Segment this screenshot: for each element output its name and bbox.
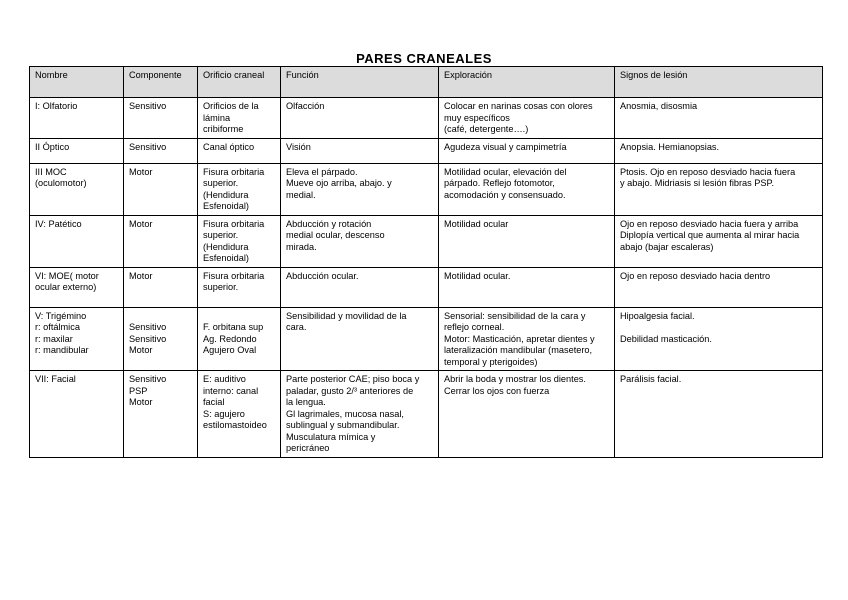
cell-exploracion: Agudeza visual y campimetría: [439, 138, 615, 163]
table-row: [30, 138, 823, 163]
table-row: [30, 267, 823, 307]
cell-signos: Hipoalgesia facial. Debilidad masticación.: [615, 307, 823, 371]
cell-exploracion: Sensorial: sensibilidad de la cara y reflejo corneal. Motor: Masticación, apretar dientes y lateralización mandibular (masetero, temporal y pterigoides): [439, 307, 615, 371]
table-row: [30, 371, 823, 458]
cell-orificio: Fisura orbitaria superior. (Hendidura Esfenoidal): [198, 163, 281, 215]
cell-nombre: II Óptico: [30, 138, 124, 163]
cell-funcion: Olfacción: [281, 98, 439, 139]
table-row: [30, 98, 823, 139]
page-title: PARES CRANEALES: [356, 51, 492, 66]
table-row: [30, 163, 823, 215]
cell-funcion: Abducción ocular.: [281, 267, 439, 307]
cell-componente: Sensitivo PSP Motor: [124, 371, 198, 458]
cell-funcion: Eleva el párpado. Mueve ojo arriba, abajo. y medial.: [281, 163, 439, 215]
cell-nombre: VII: Facial: [30, 371, 124, 458]
cranial-nerves-table: [29, 66, 823, 458]
cell-orificio: Canal óptico: [198, 138, 281, 163]
cell-signos: Parálisis facial.: [615, 371, 823, 458]
cell-exploracion: Motilidad ocular: [439, 215, 615, 267]
cell-orificio: F. orbitana sup Ag. Redondo Agujero Oval: [198, 307, 281, 371]
cell-componente: Motor: [124, 163, 198, 215]
table-header-row: [30, 67, 823, 98]
cell-nombre: VI: MOE( motor ocular externo): [30, 267, 124, 307]
cell-componente: Sensitivo: [124, 138, 198, 163]
cell-funcion: Abducción y rotación medial ocular, descenso mirada.: [281, 215, 439, 267]
header-funcion: Función: [281, 67, 439, 98]
cell-componente: Motor: [124, 267, 198, 307]
header-nombre: Nombre: [30, 67, 124, 98]
cell-signos: Ojo en reposo desviado hacia fuera y arriba Diplopía vertical que aumenta al mirar hacia abajo (bajar escaleras): [615, 215, 823, 267]
cell-componente: Motor: [124, 215, 198, 267]
cell-orificio: Fisura orbitaria superior.: [198, 267, 281, 307]
header-componente: Componente: [124, 67, 198, 98]
header-signos: Signos de lesión: [615, 67, 823, 98]
cell-nombre: III MOC (oculomotor): [30, 163, 124, 215]
cell-orificio: Orificios de la lámina cribiforme: [198, 98, 281, 139]
cell-componente: Sensitivo Sensitivo Motor: [124, 307, 198, 371]
cell-nombre: I: Olfatorio: [30, 98, 124, 139]
cell-exploracion: Colocar en narinas cosas con olores muy específicos (café, detergente….): [439, 98, 615, 139]
cell-orificio: Fisura orbitaria superior. (Hendidura Esfenoidal): [198, 215, 281, 267]
table-row: [30, 307, 823, 371]
cell-exploracion: Motilidad ocular, elevación del párpado. Reflejo fotomotor, acomodación y consensuado.: [439, 163, 615, 215]
cell-signos: Anosmia, disosmia: [615, 98, 823, 139]
table-row: [30, 215, 823, 267]
cell-funcion: Sensibilidad y movilidad de la cara.: [281, 307, 439, 371]
cell-signos: Ptosis. Ojo en reposo desviado hacia fuera y abajo. Midriasis si lesión fibras PSP.: [615, 163, 823, 215]
cell-exploracion: Motilidad ocular.: [439, 267, 615, 307]
cell-orificio: E: auditivo interno: canal facial S: agujero estilomastoideo: [198, 371, 281, 458]
cell-exploracion: Abrir la boda y mostrar los dientes. Cerrar los ojos con fuerza: [439, 371, 615, 458]
header-exploracion: Exploración: [439, 67, 615, 98]
cell-signos: Anopsia. Hemianopsias.: [615, 138, 823, 163]
cell-signos: Ojo en reposo desviado hacia dentro: [615, 267, 823, 307]
cell-componente: Sensitivo: [124, 98, 198, 139]
cell-funcion: Visión: [281, 138, 439, 163]
cell-nombre: IV: Patético: [30, 215, 124, 267]
header-orificio: Orificio craneal: [198, 67, 281, 98]
cell-funcion: Parte posterior CAE; piso boca y paladar, gusto 2/³ anteriores de la lengua. Gl lagrimales, mucosa nasal, sublingual y submandibular. Musculatura mímica y pericráneo: [281, 371, 439, 458]
cell-nombre: V: Trigémino r: oftálmica r: maxilar r: mandibular: [30, 307, 124, 371]
